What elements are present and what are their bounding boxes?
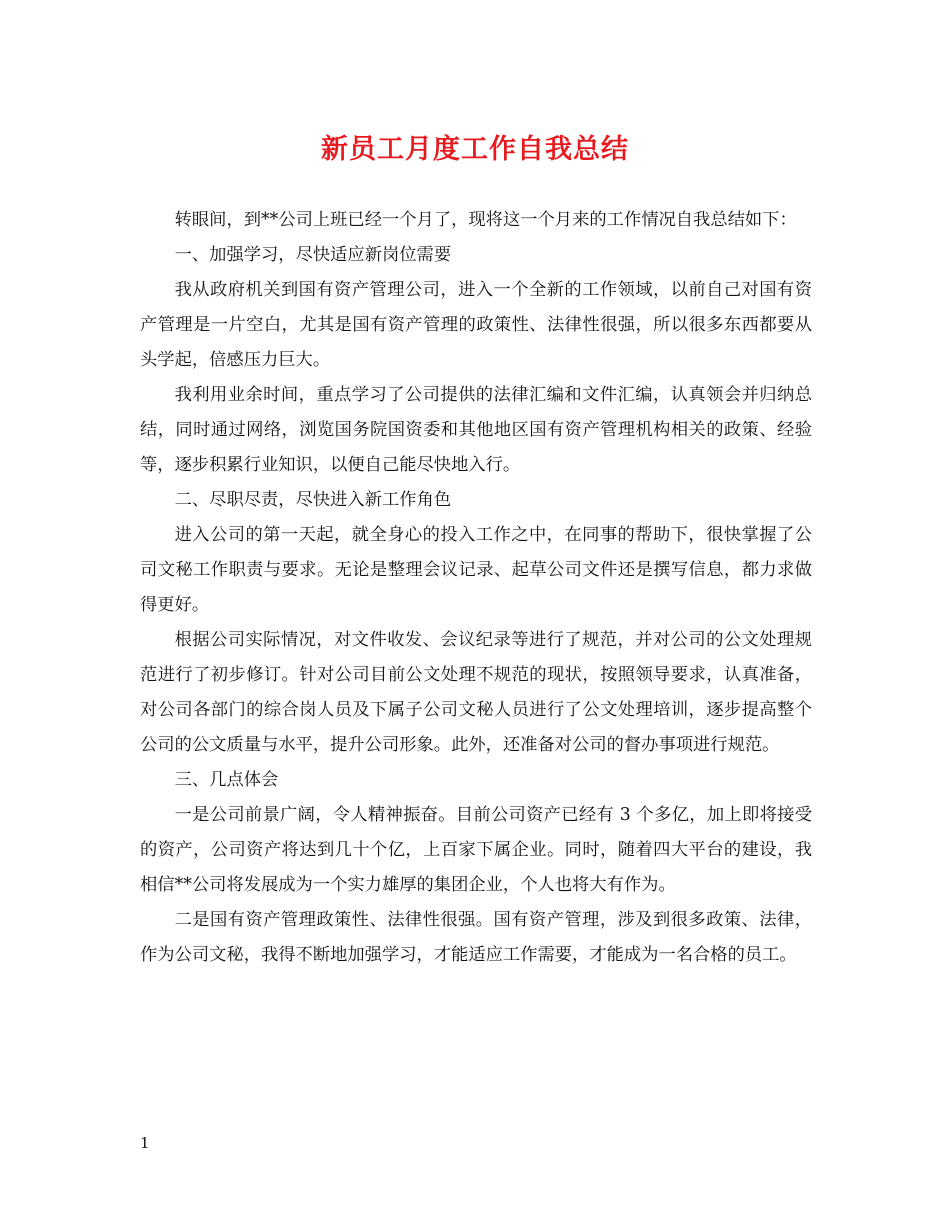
paragraph: 一是公司前景广阔，令人精神振奋。目前公司资产已经有 3 个多亿，加上即将接受的资产，公司资产将达到几十个亿，上百家下属企业。同时，随着四大平台的建设，我相信**公司将发展成为一个实力雄厚的集团企业，个人也将大有作为。	[140, 805, 812, 895]
document-title: 新员工月度工作自我总结	[321, 134, 629, 165]
section-heading-2: 二、尽职尽责，尽快进入新工作角色	[174, 490, 452, 510]
section-heading-1: 一、加强学习，尽快适应新岗位需要	[174, 245, 452, 265]
paragraph: 二是国有资产管理政策性、法律性很强。国有资产管理，涉及到很多政策、法律，作为公司文秘，我得不断地加强学习，才能适应工作需要，才能成为一名合格的员工。	[140, 910, 812, 965]
document-body	[140, 203, 812, 973]
paragraph: 根据公司实际情况，对文件收发、会议纪录等进行了规范，并对公司的公文处理规范进行了初步修订。针对公司目前公文处理不规范的现状，按照领导要求，认真准备，对公司各部门的综合岗人员及下属子公司文秘人员进行了公文处理培训，逐步提高整个公司的公文质量与水平，提升公司形象。此外，还准备对公司的督办事项进行规范。	[140, 630, 812, 755]
intro-paragraph: 转眼间，到**公司上班已经一个月了，现将这一个月来的工作情况自我总结如下：	[174, 210, 797, 230]
paragraph: 我从政府机关到国有资产管理公司，进入一个全新的工作领域，以前自己对国有资产管理是一片空白，尤其是国有资产管理的政策性、法律性很强，所以很多东西都要从头学起，倍感压力巨大。	[140, 280, 812, 370]
section-heading-3: 三、几点体会	[174, 770, 279, 790]
paragraph: 我利用业余时间，重点学习了公司提供的法律汇编和文件汇编，认真领会并归纳总结，同时通过网络，浏览国务院国资委和其他地区国有资产管理机构相关的政策、经验等，逐步积累行业知识，以便自己能尽快地入行。	[140, 385, 812, 475]
paragraph: 进入公司的第一天起，就全身心的投入工作之中，在同事的帮助下，很快掌握了公司文秘工作职责与要求。无论是整理会议记录、起草公司文件还是撰写信息，都力求做得更好。	[140, 525, 812, 615]
page-number: 1	[140, 1134, 150, 1152]
